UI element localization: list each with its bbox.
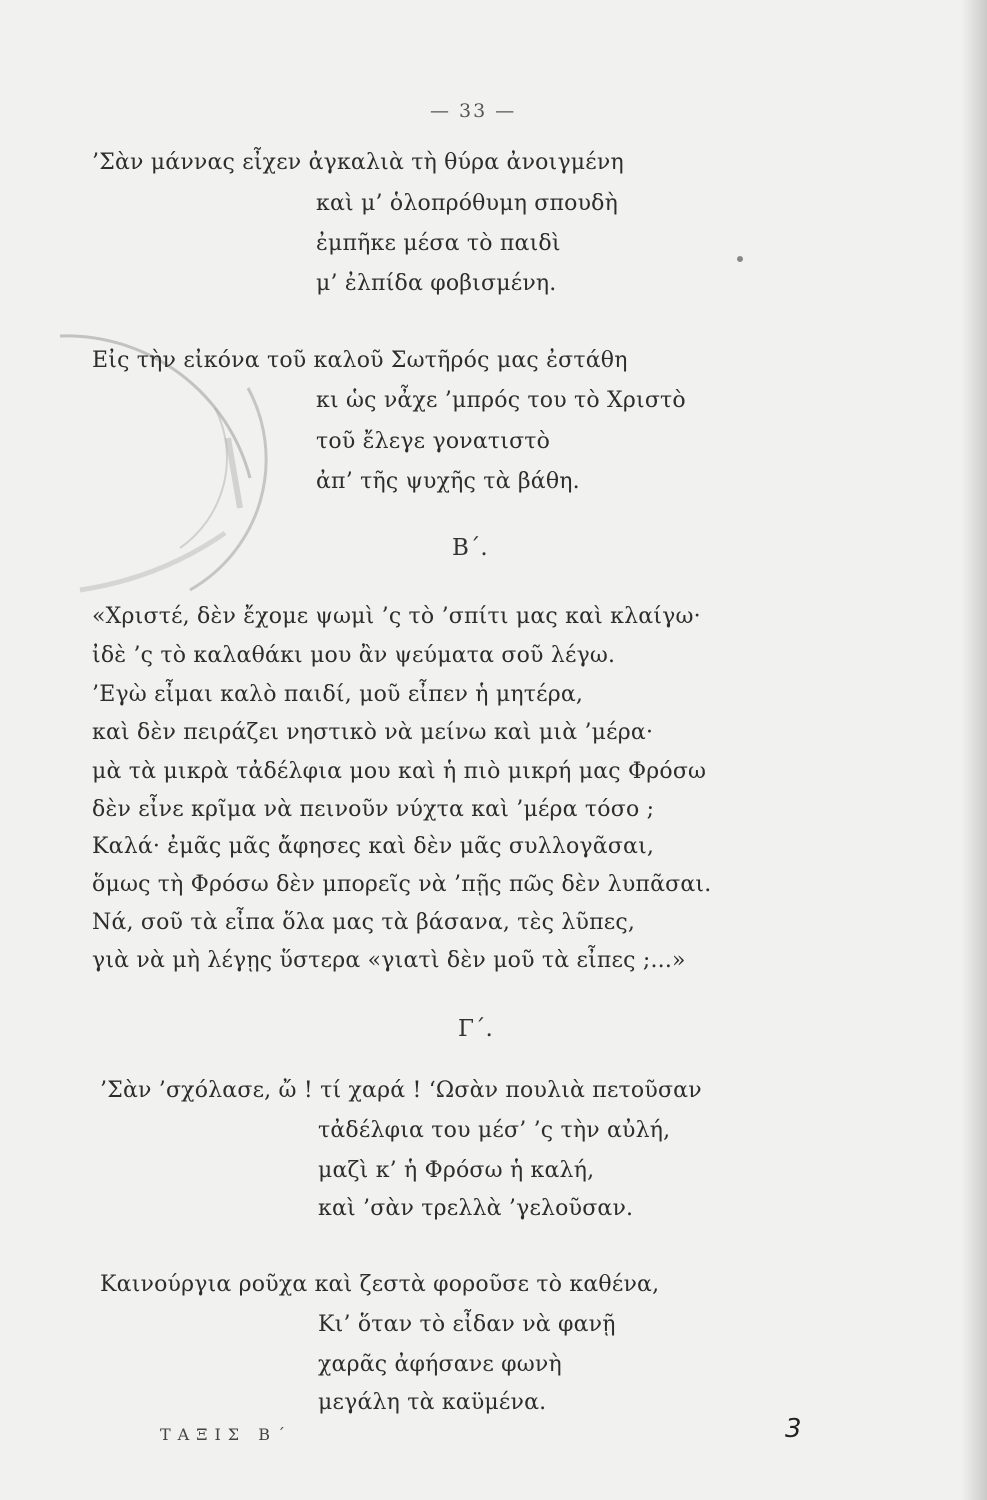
section-heading-b: Β΄. bbox=[452, 535, 488, 561]
poem-line: τἀδέλφια του μέσ’ ’ς τὴν αὐλή, bbox=[318, 1118, 671, 1143]
poem-line: ’Σὰν μάννας εἶχεν ἀγκαλιὰ τὴ θύρα ἀνοιγμένη bbox=[92, 150, 624, 175]
poem-line: καὶ δὲν πειράζει νηστικὸ νὰ μείνω καὶ μιὰ ’μέρα· bbox=[92, 720, 654, 745]
poem-line: ’Σὰν ’σχόλασε, ὤ ! τί χαρά ! ‘Ωσὰν πουλιὰ πετοῦσαν bbox=[100, 1078, 702, 1103]
poem-line: δὲν εἶνε κρῖμα νὰ πεινοῦν νύχτα καὶ ’μέρα τόσο ; bbox=[92, 797, 655, 822]
poem-line: ’Εγὼ εἶμαι καλὸ παιδί, μοῦ εἶπεν ἡ μητέρα, bbox=[92, 682, 584, 707]
poem-line: Νά, σοῦ τὰ εἶπα ὅλα μας τὰ βάσανα, τὲς λῦπες, bbox=[92, 910, 636, 935]
poem-line: μεγάλη τὰ καϋμένα. bbox=[318, 1390, 547, 1415]
poem-line: τοῦ ἔλεγε γονατιστὸ bbox=[316, 429, 551, 454]
poem-line: χαρᾶς ἀφήσανε φωνὴ bbox=[318, 1352, 562, 1377]
poem-line: γιὰ νὰ μὴ λέγῃς ὕστερα «γιατὶ δὲν μοῦ τὰ εἶπες ;...» bbox=[92, 948, 686, 973]
paper-speck bbox=[737, 256, 743, 262]
poem-line: ὅμως τὴ Φρόσω δὲν μπορεῖς νὰ ’πῇς πῶς δὲν λυπᾶσαι. bbox=[92, 872, 712, 897]
poem-line: Καινούργια ροῦχα καὶ ζεστὰ φοροῦσε τὸ καθένα, bbox=[100, 1272, 660, 1297]
poem-line: μαζὶ κ’ ἡ Φρόσω ἡ καλή, bbox=[318, 1158, 595, 1183]
poem-line: Εἰς τὴν εἰκόνα τοῦ καλοῦ Σωτῆρός μας ἐστάθη bbox=[92, 348, 628, 373]
poem-line: «Χριστέ, δὲν ἔχομε ψωμὶ ’ς τὸ ’σπίτι μας καὶ κλαίγω· bbox=[92, 604, 701, 629]
poem-line: ἐμπῆκε μέσα τὸ παιδὶ bbox=[316, 231, 561, 256]
page-edge-shadow bbox=[961, 0, 987, 1500]
poem-line: Κι’ ὅταν τὸ εἶδαν νὰ φανῇ bbox=[318, 1312, 616, 1337]
poem-line: ἰδὲ ’ς τὸ καλαθάκι μου ἂν ψεύματα σοῦ λέγω. bbox=[92, 643, 616, 668]
poem-line: καὶ ’σὰν τρελλὰ ’γελοῦσαν. bbox=[318, 1196, 634, 1221]
signature-number: 3 bbox=[785, 1414, 802, 1444]
poem-line: μὰ τὰ μικρὰ τἀδέλφια μου καὶ ἡ πιὸ μικρή μας Φρόσω bbox=[92, 759, 707, 784]
poem-line: ἀπ’ τῆς ψυχῆς τὰ βάθη. bbox=[316, 469, 580, 494]
poem-line: μ’ ἐλπίδα φοβισμένη. bbox=[316, 271, 557, 296]
section-heading-c: Γ΄. bbox=[458, 1016, 493, 1042]
page-number: — 33 — bbox=[430, 100, 517, 122]
footer-class-label: ΤΑΞΙΣ Β΄ bbox=[160, 1425, 292, 1444]
poem-line: καὶ μ’ ὁλοπρόθυμη σπουδὴ bbox=[316, 191, 618, 216]
poem-line: Καλά· ἐμᾶς μᾶς ἄφησες καὶ δὲν μᾶς συλλογᾶσαι, bbox=[92, 834, 655, 859]
poem-line: κι ὡς νἆχε ’μπρός του τὸ Χριστὸ bbox=[316, 388, 686, 413]
